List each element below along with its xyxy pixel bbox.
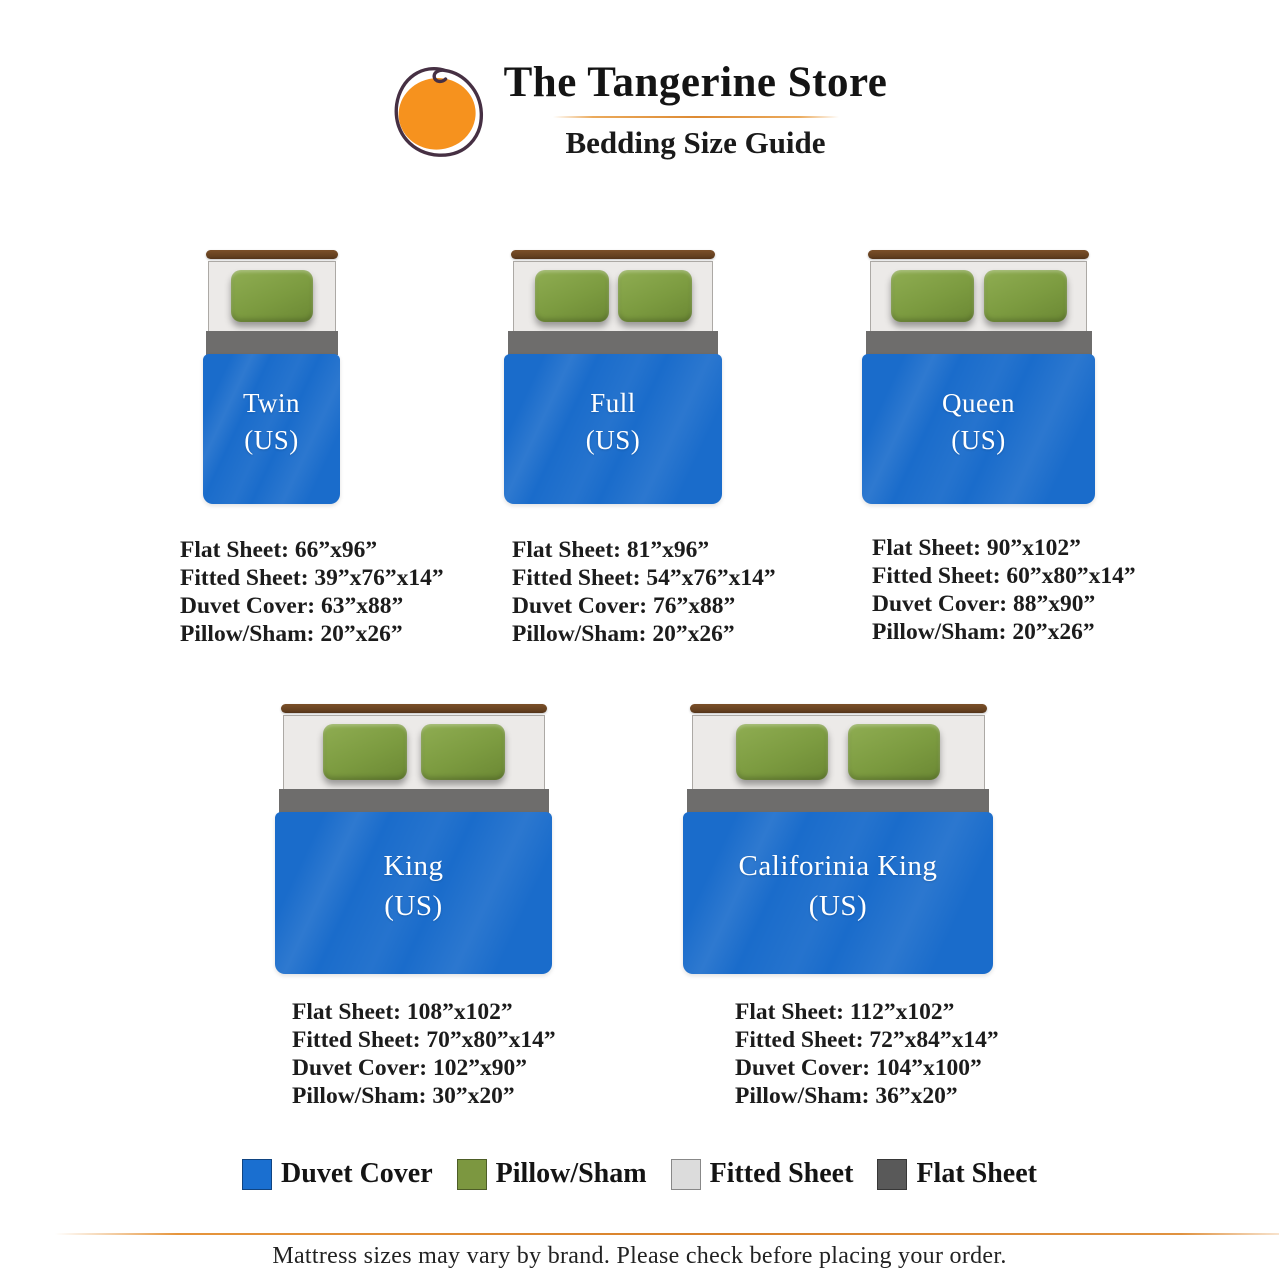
spec-pillow-sham: Pillow/Sham: 20”x26”	[512, 621, 735, 647]
legend	[0, 1158, 1279, 1190]
fitted-sheet-area	[208, 261, 336, 331]
fitted-sheet-area	[283, 715, 545, 789]
store-name: The Tangerine Store	[503, 59, 888, 106]
spec-duvet-cover: Duvet Cover: 63”x88”	[180, 593, 404, 619]
fitted-sheet-area	[513, 261, 713, 331]
page-title: Bedding Size Guide	[565, 125, 826, 161]
fitted-sheet-swatch	[671, 1159, 701, 1190]
pillow-sham-swatch	[457, 1159, 487, 1190]
bed-size-name: Califorinia King	[738, 849, 938, 882]
legend-item-fitted-sheet	[671, 1158, 854, 1190]
pillow	[231, 270, 313, 322]
bed-label	[586, 385, 641, 460]
legend-label: Fitted Sheet	[709, 1158, 854, 1189]
bed-region: (US)	[384, 890, 443, 922]
spec-flat-sheet: Flat Sheet: 108”x102”	[292, 999, 513, 1025]
header-text	[504, 58, 888, 161]
bed-region: (US)	[808, 890, 868, 922]
spec-pillow-sham: Pillow/Sham: 30”x20”	[292, 1083, 515, 1109]
bed-label	[739, 846, 938, 926]
legend-label: Flat Sheet	[916, 1158, 1037, 1189]
spec-flat-sheet: Flat Sheet: 66”x96”	[180, 537, 378, 563]
bed-size-name: Queen	[942, 387, 1015, 418]
bed-specs-california-king	[735, 998, 999, 1110]
bed-diagram-queen	[862, 250, 1095, 504]
bed-specs-queen	[872, 534, 1136, 646]
fitted-sheet-area	[870, 261, 1087, 331]
flat-sheet-band	[206, 331, 338, 355]
spec-flat-sheet: Flat Sheet: 81”x96”	[512, 537, 710, 563]
bed-label	[942, 385, 1015, 460]
flat-sheet-band	[687, 789, 989, 813]
spec-duvet-cover: Duvet Cover: 76”x88”	[512, 593, 736, 619]
bed-diagram-full	[504, 250, 722, 504]
fitted-sheet-area	[692, 715, 985, 789]
spec-pillow-sham: Pillow/Sham: 20”x26”	[180, 621, 403, 647]
bed-diagram-california-king	[683, 704, 993, 974]
flat-sheet-swatch	[877, 1159, 907, 1190]
legend-item-duvet-cover	[242, 1158, 433, 1190]
footer-note: Mattress sizes may vary by brand. Please check before placing your order.	[272, 1243, 1007, 1269]
bed-size-name: Twin	[242, 387, 301, 418]
duvet-cover-area	[683, 812, 993, 974]
spec-duvet-cover: Duvet Cover: 102”x90”	[292, 1055, 527, 1081]
headboard	[281, 704, 547, 713]
pillow	[891, 270, 974, 322]
headboard	[690, 704, 987, 713]
bed-size-name: King	[383, 849, 444, 882]
spec-flat-sheet: Flat Sheet: 90”x102”	[872, 535, 1081, 561]
spec-duvet-cover: Duvet Cover: 104”x100”	[735, 1055, 982, 1081]
bed-specs-twin	[180, 536, 444, 648]
pillow	[736, 724, 828, 780]
flat-sheet-band	[866, 331, 1092, 355]
footer-divider	[55, 1233, 1279, 1235]
duvet-cover-area	[275, 812, 552, 974]
spec-fitted-sheet: Fitted Sheet: 54”x76”x14”	[512, 565, 776, 591]
spec-fitted-sheet: Fitted Sheet: 60”x80”x14”	[872, 563, 1136, 589]
spec-fitted-sheet: Fitted Sheet: 70”x80”x14”	[292, 1027, 556, 1053]
spec-fitted-sheet: Fitted Sheet: 72”x84”x14”	[735, 1027, 999, 1053]
flat-sheet-band	[279, 789, 549, 813]
spec-fitted-sheet: Fitted Sheet: 39”x76”x14”	[180, 565, 444, 591]
spec-pillow-sham: Pillow/Sham: 36”x20”	[735, 1083, 958, 1109]
title-divider	[553, 116, 839, 118]
bed-label	[384, 846, 444, 926]
pillow	[323, 724, 407, 780]
legend-item-pillow-sham	[457, 1158, 647, 1190]
duvet-cover-area	[203, 354, 340, 504]
bed-region: (US)	[585, 425, 641, 455]
headboard	[206, 250, 338, 259]
bed-specs-king	[292, 998, 556, 1110]
spec-flat-sheet: Flat Sheet: 112”x102”	[735, 999, 955, 1025]
headboard	[868, 250, 1089, 259]
pillow	[421, 724, 505, 780]
pillow	[984, 270, 1067, 322]
pillow	[535, 270, 609, 322]
tangerine-logo-icon	[392, 62, 486, 160]
duvet-cover-area	[862, 354, 1095, 504]
bed-diagram-twin	[203, 250, 340, 504]
bed-region: (US)	[244, 425, 299, 455]
legend-item-flat-sheet	[877, 1158, 1037, 1190]
bed-size-name: Full	[590, 387, 636, 418]
header	[0, 58, 1279, 161]
bed-diagram-king	[275, 704, 552, 974]
headboard	[511, 250, 715, 259]
spec-pillow-sham: Pillow/Sham: 20”x26”	[872, 619, 1095, 645]
duvet-cover-area	[504, 354, 722, 504]
spec-duvet-cover: Duvet Cover: 88”x90”	[872, 591, 1096, 617]
bed-specs-full	[512, 536, 776, 648]
bed-label	[243, 385, 300, 460]
duvet-cover-swatch	[242, 1159, 272, 1190]
legend-label: Duvet Cover	[281, 1158, 433, 1189]
bed-region: (US)	[951, 425, 1006, 455]
pillow	[618, 270, 692, 322]
pillow	[848, 724, 940, 780]
flat-sheet-band	[508, 331, 718, 355]
legend-label: Pillow/Sham	[495, 1158, 647, 1189]
